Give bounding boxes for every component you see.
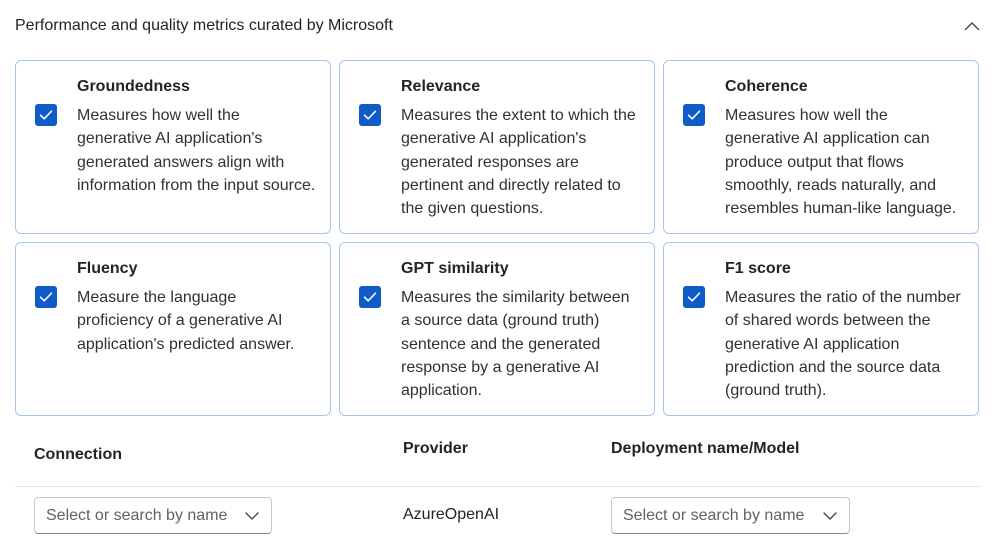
chevron-up-icon	[964, 21, 980, 31]
metrics-grid	[15, 60, 979, 416]
checkmark-icon	[687, 291, 701, 303]
deployment-label: Deployment name/Model	[611, 440, 800, 457]
relevance-checkbox[interactable]	[359, 104, 381, 126]
metric-title: Fluency	[77, 260, 138, 277]
metric-card-fluency[interactable]	[15, 242, 331, 416]
coherence-checkbox[interactable]	[683, 104, 705, 126]
metric-title: Groundedness	[77, 78, 190, 95]
connection-select[interactable]	[34, 497, 272, 534]
metric-description: Measures how well the generative AI application can produce output that flows smoothly, reads naturally, and resembles human-like language.	[725, 107, 957, 218]
chevron-down-icon	[245, 512, 259, 520]
metric-title: Relevance	[401, 78, 481, 95]
metric-description: Measures how well the generative AI application's generated answers align with information from the input source.	[77, 107, 316, 194]
section-title: Performance and quality metrics curated by Microsoft	[15, 17, 393, 34]
deployment-select-placeholder: Select or search by name	[623, 506, 805, 524]
deployment-select[interactable]	[611, 497, 850, 534]
checkmark-icon	[39, 291, 53, 303]
metric-card-relevance[interactable]	[339, 60, 655, 234]
connection-label: Connection	[34, 446, 122, 463]
checkmark-icon	[687, 109, 701, 121]
section-header	[15, 12, 984, 40]
groundedness-checkbox[interactable]	[35, 104, 57, 126]
collapse-button[interactable]	[960, 14, 984, 38]
chevron-down-icon	[823, 512, 837, 520]
metric-card-f1-score[interactable]	[663, 242, 979, 416]
metric-description: Measures the extent to which the generative AI application's generated responses are pertinent and directly related to the given questions.	[401, 107, 636, 218]
connection-select-placeholder: Select or search by name	[46, 506, 228, 524]
checkmark-icon	[363, 291, 377, 303]
checkmark-icon	[363, 109, 377, 121]
divider	[15, 486, 982, 487]
metric-description: Measures the similarity between a source data (ground truth) sentence and the generated response by a generative AI application.	[401, 289, 630, 400]
metric-card-coherence[interactable]	[663, 60, 979, 234]
fluency-checkbox[interactable]	[35, 286, 57, 308]
f1-score-checkbox[interactable]	[683, 286, 705, 308]
gpt-similarity-checkbox[interactable]	[359, 286, 381, 308]
metric-card-gpt-similarity[interactable]	[339, 242, 655, 416]
provider-label: Provider	[403, 440, 468, 457]
checkmark-icon	[39, 109, 53, 121]
metric-card-groundedness[interactable]	[15, 60, 331, 234]
metric-title: Coherence	[725, 78, 808, 95]
metric-description: Measures the ratio of the number of shared words between the generative AI application prediction and the source data (ground truth).	[725, 289, 961, 400]
metric-title: F1 score	[725, 260, 791, 277]
metric-description: Measure the language proficiency of a generative AI application's predicted answer.	[77, 289, 295, 353]
metric-title: GPT similarity	[401, 260, 509, 277]
provider-value: AzureOpenAI	[403, 506, 500, 523]
